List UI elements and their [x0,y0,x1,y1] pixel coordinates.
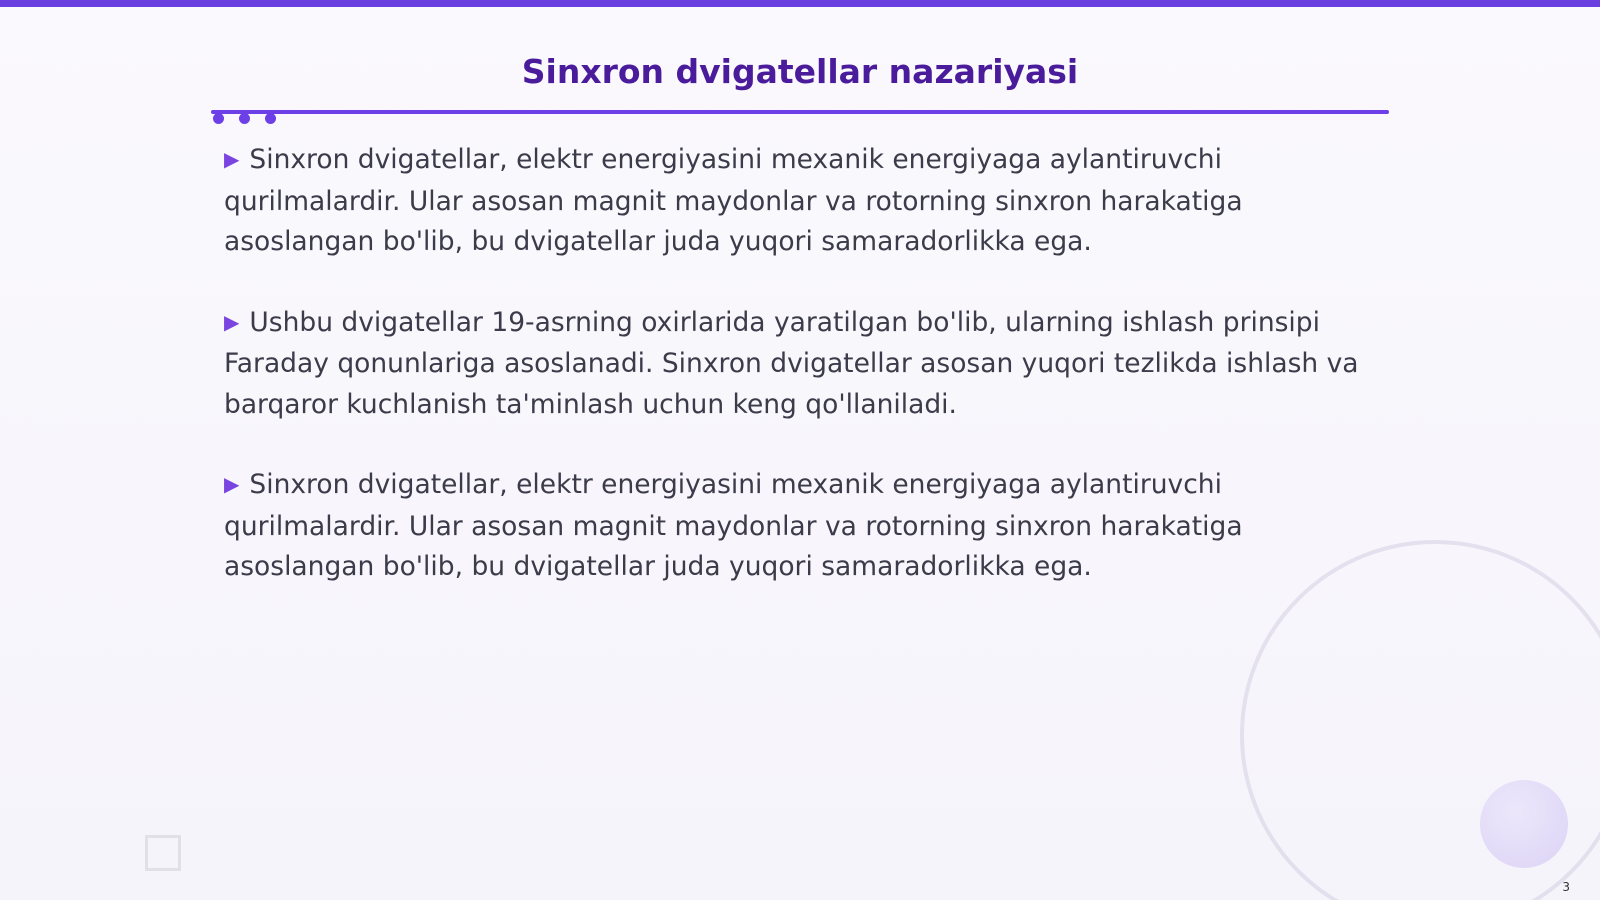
bullet-paragraph [224,303,1374,426]
slide-body [224,140,1374,628]
slide-title: Sinxron dvigatellar nazariyasi [521,52,1079,91]
top-accent-bar [0,0,1600,7]
bullet-paragraph [224,465,1374,588]
decorative-dot [239,113,250,124]
triangle-right-icon: ▶ [224,147,240,171]
page-number: 3 [1562,880,1570,894]
triangle-right-icon: ▶ [224,472,240,496]
title-underline [211,110,1389,114]
decorative-dot [265,113,276,124]
bullet-paragraph [224,140,1374,263]
decorative-circle-filled [1480,780,1568,868]
bullet-text: Sinxron dvigatellar, elektr energiyasini mexanik energiyaga aylantiruvchi qurilmalardir. Ular asosan magnit maydonlar va rotorning sinxron harakatiga asoslangan bo'lib, bu dvigatellar juda yuqori samaradorlikka ega. [224,144,1243,257]
triangle-right-icon: ▶ [224,309,240,334]
bullet-text: Ushbu dvigatellar 19-asrning oxirlarida yaratilgan bo'lib, ularning ishlash prinsipi Faraday qonunlariga asoslanadi. Sinxron dvigatellar asosan yuqori tezlikda ishlash va barqaror kuchlanish ta'minlash uchun keng qo'llaniladi. [224,306,1359,420]
decorative-dot [213,113,224,124]
decorative-square [145,835,181,871]
bullet-text: Sinxron dvigatellar, elektr energiyasini mexanik energiyaga aylantiruvchi qurilmalardir. Ular asosan magnit maydonlar va rotorning sinxron harakatiga asoslangan bo'lib, bu dvigatellar juda yuqori samaradorlikka ega. [224,469,1243,582]
